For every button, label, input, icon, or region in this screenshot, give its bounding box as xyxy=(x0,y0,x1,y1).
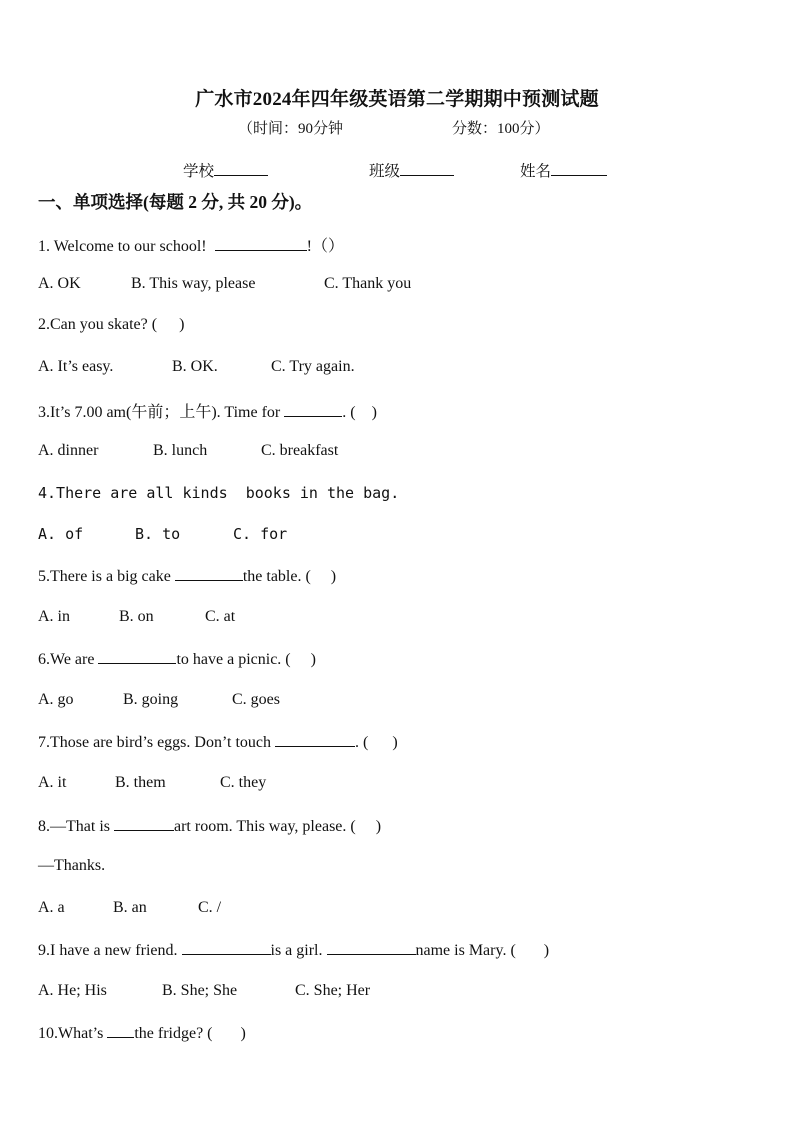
class-label: 班级 xyxy=(369,163,401,180)
question-text: 3.It’s 7.00 am(午前；上午). Time for xyxy=(38,404,285,421)
section-title: 一、单项选择(每题 2 分, 共 20 分)。 xyxy=(38,192,313,212)
option-a[interactable]: A. go xyxy=(38,691,74,708)
answer-blank[interactable] xyxy=(175,566,243,581)
question-text-end: . ( ) xyxy=(355,734,398,751)
option-c[interactable]: C. for xyxy=(233,525,288,543)
option-c[interactable]: C. / xyxy=(198,899,222,916)
exam-score: 分数：100分） xyxy=(452,121,550,137)
question-text: 2.Can you skate? ( xyxy=(38,316,158,333)
option-b[interactable]: B. This way, please xyxy=(131,275,256,292)
question-text: 6.We are xyxy=(38,651,99,668)
answer-blank[interactable] xyxy=(107,1023,134,1038)
option-a[interactable]: A. OK xyxy=(38,275,81,292)
option-a[interactable]: A. in xyxy=(38,608,70,625)
question-text: 4.There are all kinds books in the bag. xyxy=(38,484,400,502)
option-c[interactable]: C. they xyxy=(220,774,267,791)
school-field xyxy=(183,159,268,181)
question-6-options xyxy=(38,691,280,709)
option-a[interactable]: A. He; His xyxy=(38,982,107,999)
question-4-options xyxy=(38,525,287,543)
page-title: 广水市2024年四年级英语第二学期期中预测试题 xyxy=(195,89,599,110)
option-b[interactable]: B. an xyxy=(113,899,147,916)
question-text-end: name is Mary. ( ) xyxy=(415,942,550,959)
school-label: 学校 xyxy=(183,163,215,180)
answer-blank[interactable] xyxy=(275,732,355,747)
question-text-end: . ( ) xyxy=(342,404,377,421)
option-a[interactable]: A. dinner xyxy=(38,442,99,459)
option-a[interactable]: A. of xyxy=(38,525,84,543)
name-blank[interactable] xyxy=(551,161,607,176)
question-1 xyxy=(38,233,344,256)
answer-blank[interactable] xyxy=(284,402,342,417)
question-text-end: !（） xyxy=(306,238,344,255)
name-label: 姓名 xyxy=(520,163,552,180)
class-field xyxy=(369,159,454,181)
question-text-mid: is a girl. xyxy=(270,942,327,959)
option-c[interactable]: C. goes xyxy=(232,691,280,708)
question-10 xyxy=(38,1023,246,1043)
answer-blank-1[interactable] xyxy=(182,940,271,955)
question-text: 9.I have a new friend. xyxy=(38,942,182,959)
question-text-end: the table. ( ) xyxy=(242,568,337,585)
option-b[interactable]: B. She; She xyxy=(162,982,238,999)
question-3-options xyxy=(38,442,338,460)
question-7-options xyxy=(38,774,266,792)
question-text-end: the fridge? ( ) xyxy=(134,1025,246,1042)
option-b[interactable]: B. to xyxy=(135,525,181,543)
question-9 xyxy=(38,940,549,960)
option-b[interactable]: B. on xyxy=(119,608,154,625)
question-9-options xyxy=(38,982,370,1000)
question-text-end: art room. This way, please. ( ) xyxy=(174,818,382,835)
option-c[interactable]: C. Thank you xyxy=(324,275,412,292)
question-4 xyxy=(38,484,399,502)
option-c[interactable]: C. at xyxy=(205,608,236,625)
question-text: 1. Welcome to our school! xyxy=(38,238,211,255)
option-b[interactable]: B. lunch xyxy=(153,442,208,459)
question-5 xyxy=(38,566,336,586)
option-c[interactable]: C. Try again. xyxy=(271,358,355,375)
option-a[interactable]: A. It’s easy. xyxy=(38,358,114,375)
question-7 xyxy=(38,732,398,752)
question-2 xyxy=(38,316,184,334)
school-blank[interactable] xyxy=(214,161,268,176)
answer-blank[interactable] xyxy=(98,649,176,664)
exam-time: （时间：90分钟 xyxy=(238,121,344,137)
option-c[interactable]: C. She; Her xyxy=(295,982,371,999)
class-blank[interactable] xyxy=(400,161,454,176)
question-1-options xyxy=(38,275,411,293)
question-3 xyxy=(38,399,377,422)
answer-blank[interactable] xyxy=(215,236,307,251)
question-text-end: to have a picnic. ( ) xyxy=(176,651,316,668)
question-text: 5.There is a big cake xyxy=(38,568,175,585)
option-b[interactable]: B. going xyxy=(123,691,179,708)
option-a[interactable]: A. it xyxy=(38,774,67,791)
option-b[interactable]: B. them xyxy=(115,774,166,791)
question-text-end: ) xyxy=(179,316,185,333)
question-6 xyxy=(38,649,316,669)
question-text: 8.—That is xyxy=(38,818,114,835)
answer-blank[interactable] xyxy=(114,816,174,831)
name-field xyxy=(520,159,607,181)
question-8-reply: —Thanks. xyxy=(38,857,106,874)
question-text: 10.What’s xyxy=(38,1025,108,1042)
question-text: 7.Those are bird’s eggs. Don’t touch xyxy=(38,734,275,751)
question-2-options xyxy=(38,358,355,376)
question-8-options xyxy=(38,899,221,917)
option-b[interactable]: B. OK. xyxy=(172,358,218,375)
option-c[interactable]: C. breakfast xyxy=(261,442,339,459)
question-8 xyxy=(38,816,381,836)
question-5-options xyxy=(38,608,235,626)
option-a[interactable]: A. a xyxy=(38,899,65,916)
answer-blank-2[interactable] xyxy=(327,940,416,955)
